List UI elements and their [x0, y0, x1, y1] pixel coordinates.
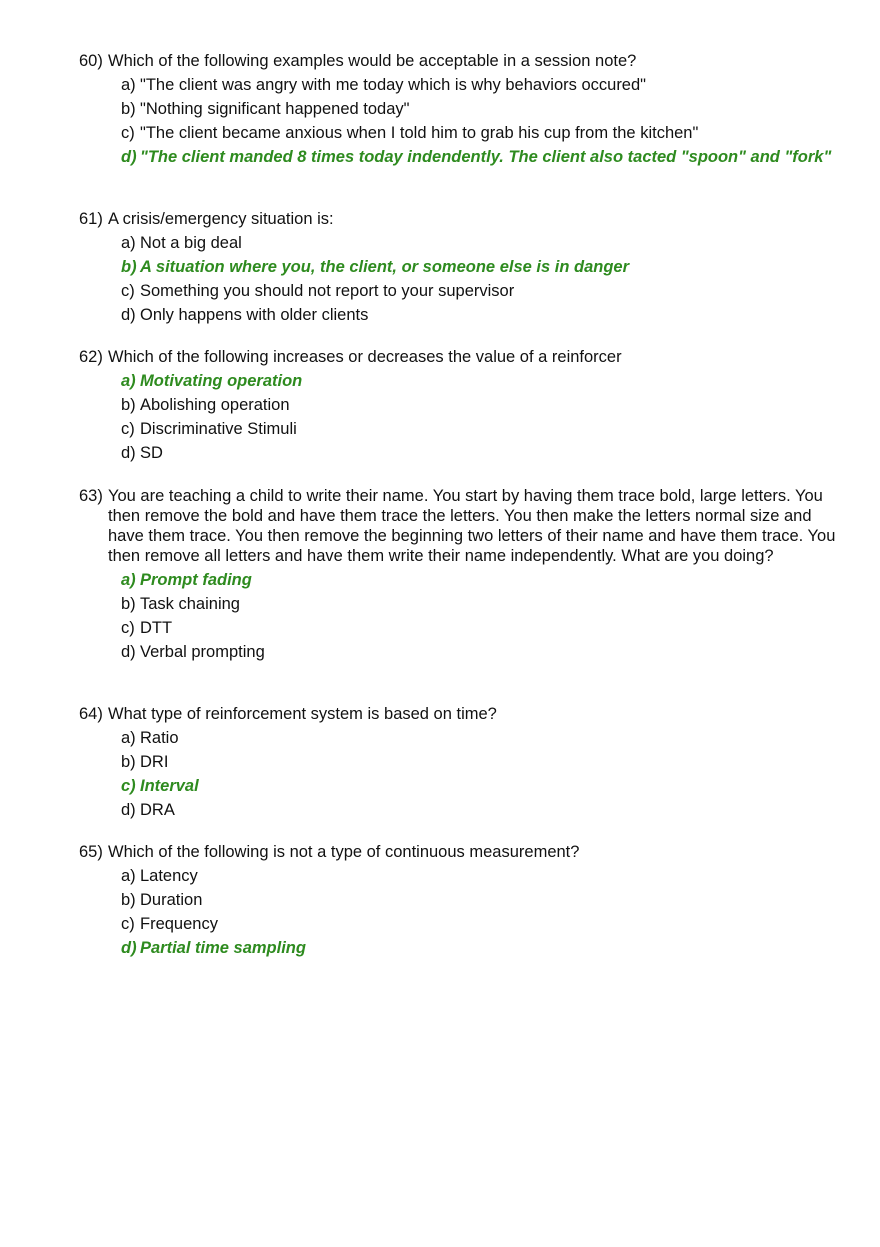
option-c: [121, 914, 839, 934]
option-text: Task chaining: [140, 595, 240, 613]
option-letter: a): [121, 234, 136, 252]
option-c: [121, 281, 839, 301]
question-text: What type of reinforcement system is based on time?: [108, 705, 497, 723]
option-text: A situation where you, the client, or someone else is in danger: [140, 258, 629, 276]
option-text: Prompt fading: [140, 571, 252, 589]
option-text: Not a big deal: [140, 234, 242, 252]
option-text: SD: [140, 444, 163, 462]
question-text: Which of the following examples would be acceptable in a session note?: [108, 52, 637, 70]
option-text: Ratio: [140, 729, 179, 747]
option-letter: d): [121, 444, 136, 462]
option-text: Motivating operation: [140, 372, 303, 390]
option-text: DTT: [140, 619, 173, 637]
option-c: [121, 123, 839, 143]
option-d: [121, 443, 839, 463]
option-letter: c): [121, 777, 136, 795]
option-c: [121, 618, 839, 638]
option-letter: c): [121, 915, 135, 933]
question-number: 63): [79, 487, 103, 505]
option-letter: c): [121, 124, 135, 142]
option-d: [121, 305, 839, 325]
option-d: [121, 642, 839, 662]
option-c: [121, 419, 839, 439]
question-text: A crisis/emergency situation is:: [108, 210, 334, 228]
option-letter: c): [121, 420, 135, 438]
answer-options: [121, 233, 839, 325]
option-letter: d): [121, 939, 137, 957]
option-d-correct: [121, 147, 839, 167]
answer-options: [121, 371, 839, 463]
option-a: [121, 728, 839, 748]
question-stem: [79, 209, 839, 229]
option-a-correct: [121, 570, 839, 590]
option-a: [121, 75, 839, 95]
option-b: [121, 594, 839, 614]
option-text: "Nothing significant happened today": [140, 100, 410, 118]
option-letter: b): [121, 396, 136, 414]
option-a: [121, 233, 839, 253]
question-number: 64): [79, 705, 103, 723]
option-letter: d): [121, 306, 136, 324]
question-63: [79, 486, 839, 666]
option-text: Abolishing operation: [140, 396, 290, 414]
option-a-correct: [121, 371, 839, 391]
option-text: Interval: [140, 777, 199, 795]
option-a: [121, 866, 839, 886]
option-letter: b): [121, 258, 137, 276]
question-stem: [79, 486, 839, 566]
option-b-correct: [121, 257, 839, 277]
option-letter: a): [121, 372, 136, 390]
option-text: Frequency: [140, 915, 218, 933]
option-letter: c): [121, 282, 135, 300]
question-stem: [79, 842, 839, 862]
option-text: Partial time sampling: [140, 939, 306, 957]
question-text: Which of the following increases or decreases the value of a reinforcer: [108, 348, 622, 366]
option-d: [121, 800, 839, 820]
option-letter: b): [121, 753, 136, 771]
option-letter: d): [121, 801, 136, 819]
question-61: [79, 209, 839, 329]
option-text: Duration: [140, 891, 203, 909]
option-text: Only happens with older clients: [140, 306, 369, 324]
question-stem: [79, 704, 839, 724]
question-text: Which of the following is not a type of continuous measurement?: [108, 843, 580, 861]
question-60: [79, 51, 839, 171]
question-64: [79, 704, 839, 824]
option-letter: d): [121, 643, 136, 661]
option-text: Discriminative Stimuli: [140, 420, 297, 438]
option-letter: a): [121, 729, 136, 747]
option-b: [121, 752, 839, 772]
question-number: 62): [79, 348, 103, 366]
option-letter: b): [121, 100, 136, 118]
question-stem: [79, 51, 839, 71]
question-65: [79, 842, 839, 962]
option-b: [121, 395, 839, 415]
option-text: DRI: [140, 753, 169, 771]
option-letter: a): [121, 867, 136, 885]
option-letter: c): [121, 619, 135, 637]
option-d-correct: [121, 938, 839, 958]
question-62: [79, 347, 839, 467]
option-text: Verbal prompting: [140, 643, 265, 661]
option-text: "The client became anxious when I told him to grab his cup from the kitchen": [140, 124, 699, 142]
option-letter: d): [121, 148, 137, 166]
option-b: [121, 890, 839, 910]
option-b: [121, 99, 839, 119]
option-letter: a): [121, 76, 136, 94]
option-c-correct: [121, 776, 839, 796]
answer-options: [121, 570, 839, 662]
answer-options: [121, 75, 839, 167]
option-text: "The client was angry with me today which is why behaviors occured": [140, 76, 647, 94]
option-text: DRA: [140, 801, 175, 819]
question-stem: [79, 347, 839, 367]
option-letter: b): [121, 595, 136, 613]
answer-options: [121, 866, 839, 958]
question-number: 60): [79, 52, 103, 70]
question-number: 65): [79, 843, 103, 861]
option-letter: b): [121, 891, 136, 909]
question-text: You are teaching a child to write their name. You start by having them trace bold, large letters. You then remove the bold and have them trace the letters. You then make the letters normal size and have them trace. You then remove the beginning two letters of their name and have them trace. You then remove all letters and have them write their name independently. What are you doing?: [108, 487, 836, 565]
question-number: 61): [79, 210, 103, 228]
option-letter: a): [121, 571, 136, 589]
answer-options: [121, 728, 839, 820]
option-text: "The client manded 8 times today indendently. The client also tacted "spoon" and "fork": [140, 148, 832, 166]
option-text: Latency: [140, 867, 198, 885]
option-text: Something you should not report to your supervisor: [140, 282, 515, 300]
